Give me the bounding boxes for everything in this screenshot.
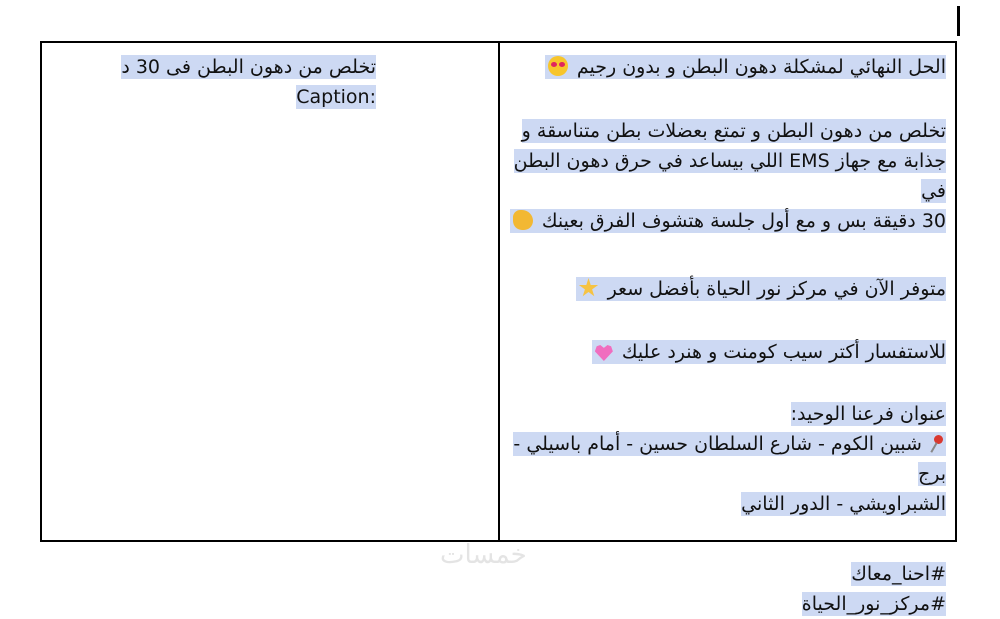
address-line-1: شبين الكوم - شارع السلطان حسين - أمام باسيلي - برج <box>513 433 946 485</box>
inquiry-text: للاستفسار أكتر سيب كومنت و هنرد عليك <box>621 341 946 363</box>
headline-text: الحل النهائي لمشكلة دهون البطن و بدون رجيم <box>576 56 946 78</box>
flexed-biceps-emoji-icon <box>513 210 533 230</box>
hashtag-2: #مركز_نور_الحياة <box>801 593 946 615</box>
hashtag-1: #احنا_معاك <box>851 563 946 585</box>
heart-eyes-emoji-icon <box>548 56 568 76</box>
star-emoji-icon <box>579 278 599 298</box>
paragraph-line-2: جذابة مع جهاز EMS اللي بيساعد في حرق دهون البطن في <box>513 150 946 202</box>
pushpin-emoji-icon <box>931 435 943 453</box>
caption-cell <box>50 52 376 112</box>
caption-text: تخلص من دهون البطن فى 30 د :Caption <box>121 56 376 108</box>
available-text: متوفر الآن في مركز نور الحياة بأفضل سعر <box>607 278 946 300</box>
text-cursor <box>957 6 960 36</box>
paragraph-line-1: تخلص من دهون البطن و تمتع بعضلات بطن متناسقة و <box>521 120 946 142</box>
watermark-logo: خمسات <box>440 540 527 570</box>
post-cell <box>505 52 946 619</box>
address-line-2: الشبراويشي - الدور الثاني <box>741 493 946 515</box>
heart-emoji-icon <box>595 345 613 361</box>
paragraph-line-3: 30 دقيقة بس و مع أول جلسة هتشوف الفرق بعينك <box>541 210 946 232</box>
address-title: عنوان فرعنا الوحيد: <box>790 403 946 425</box>
table-divider <box>498 41 500 542</box>
